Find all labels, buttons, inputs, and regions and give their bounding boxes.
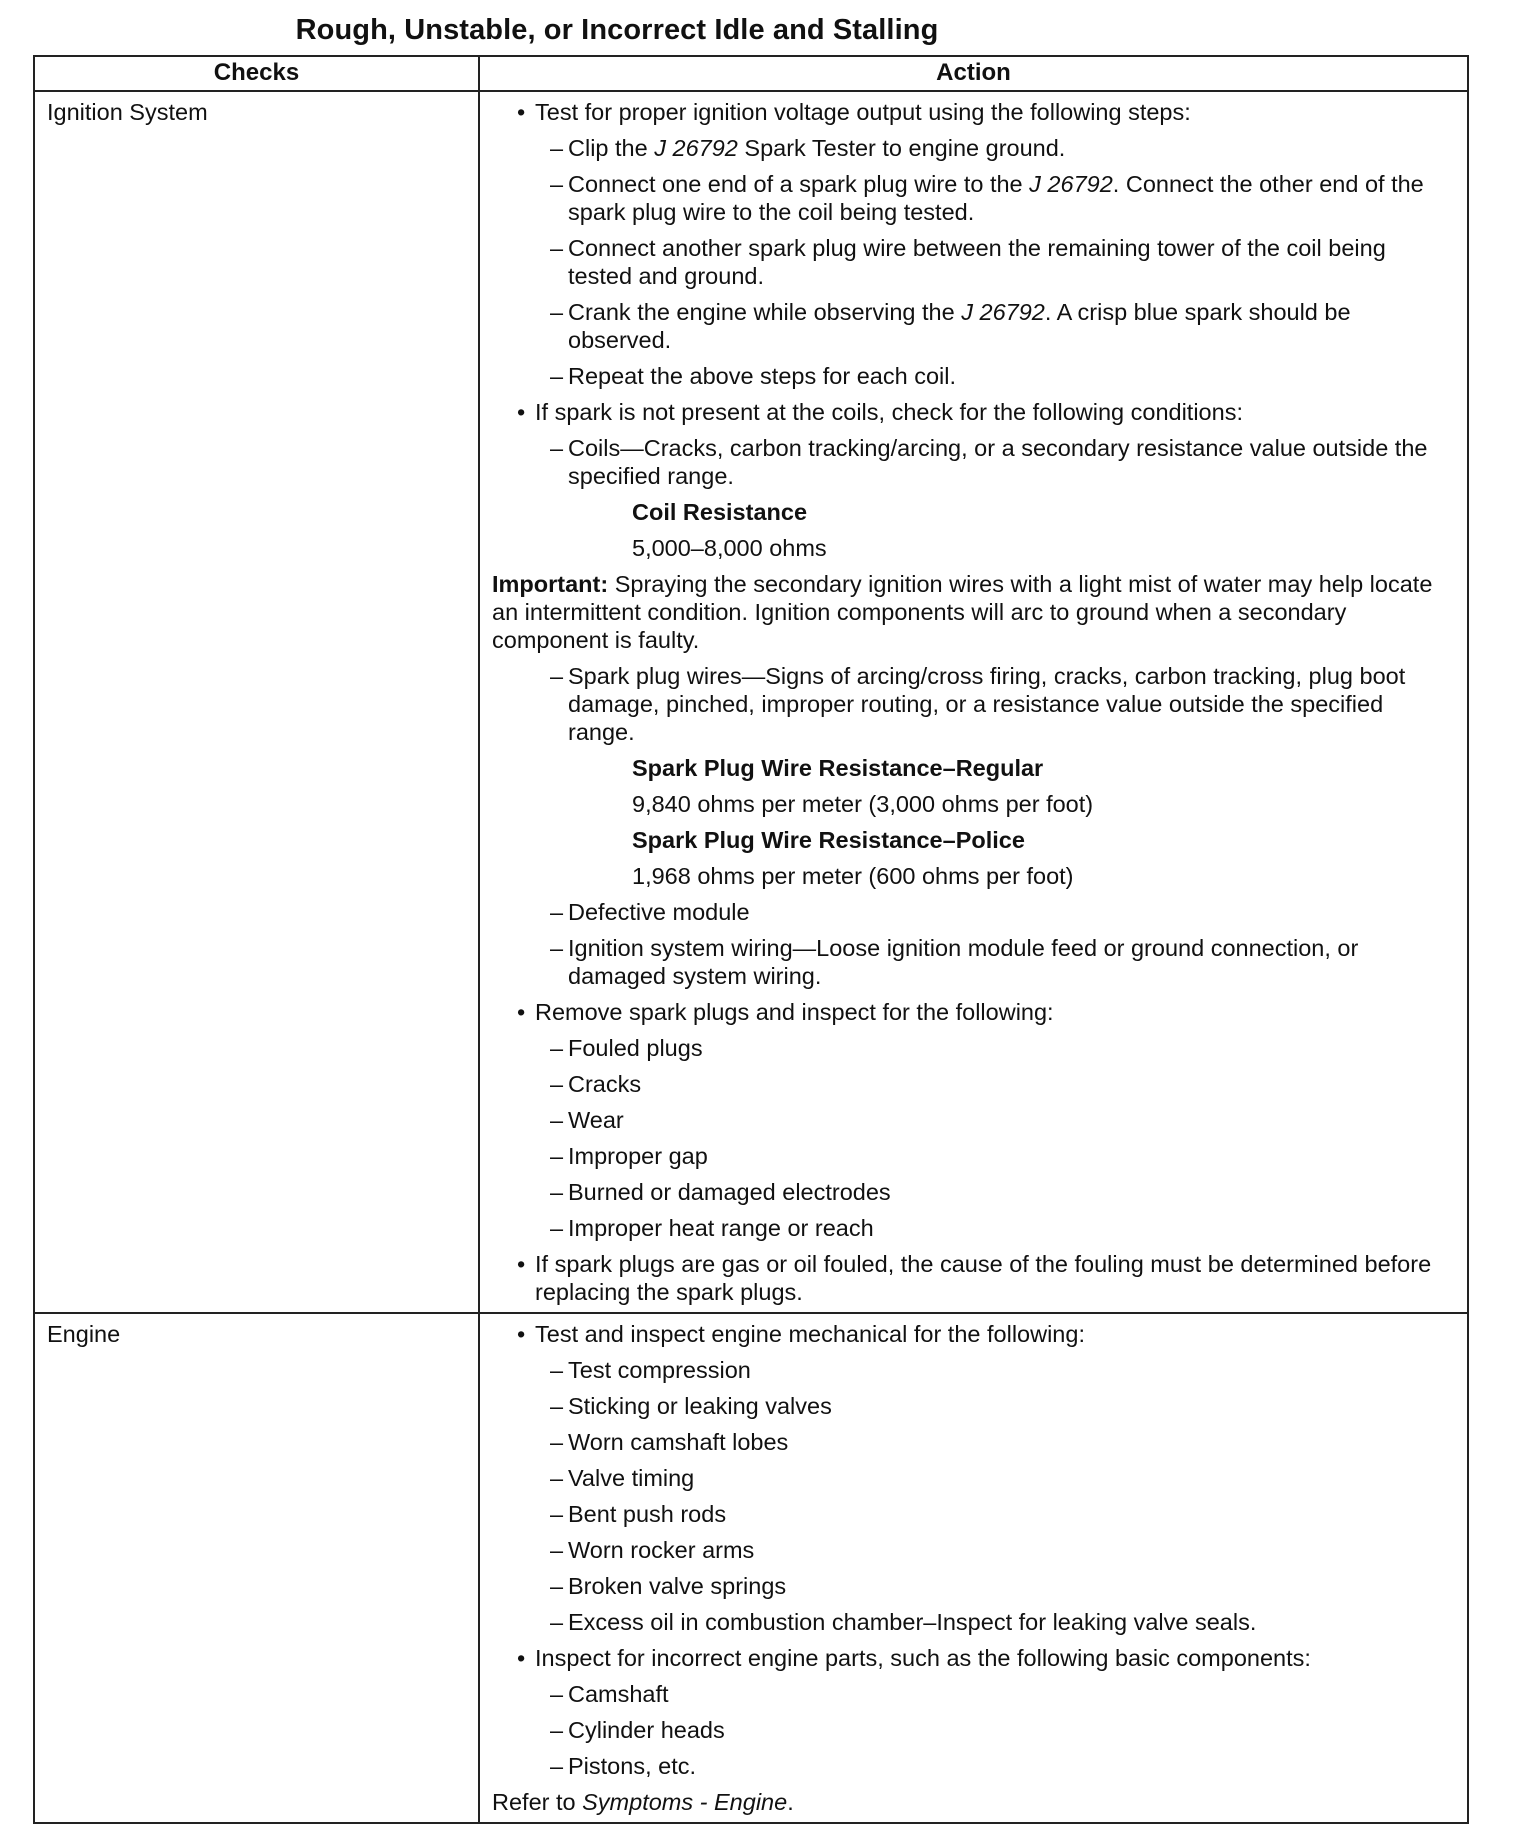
action-engine [479, 1313, 1468, 1823]
dash-item: – Ignition system wiring—Loose ignition module feed or ground connection, or damaged system wiring. [492, 934, 1449, 990]
table-row-engine [34, 1313, 1468, 1823]
table-row-ignition-system [34, 91, 1468, 1313]
dash-item: – Test compression [492, 1356, 1449, 1384]
dash-item: – Connect another spark plug wire between the remaining tower of the coil being tested and ground. [492, 234, 1449, 290]
dash-item: – Cracks [492, 1070, 1449, 1098]
text-span: Crank the engine while observing the [568, 299, 962, 325]
table-header-row [34, 56, 1468, 91]
dash-item: – Wear [492, 1106, 1449, 1134]
important-text: Spraying the secondary ignition wires with a light mist of water may help locate an intermittent condition. Ignition components will arc to ground when a secondary component is faulty. [492, 571, 1433, 653]
important-note [492, 570, 1449, 654]
dash-item: – Broken valve springs [492, 1572, 1449, 1600]
spec-label: Spark Plug Wire Resistance–Regular [632, 755, 1044, 781]
bullet-item: • Inspect for incorrect engine parts, such as the following basic components: [492, 1644, 1449, 1672]
dash-item: – Sticking or leaking valves [492, 1392, 1449, 1420]
action-ignition-system [479, 91, 1468, 1313]
text-span: Spark Tester to engine ground. [737, 135, 1066, 161]
tool-reference: J 26792 [654, 135, 738, 161]
dash-item: – Improper heat range or reach [492, 1214, 1449, 1242]
refer-note [492, 1788, 1449, 1816]
dash-item: – Coils—Cracks, carbon tracking/arcing, or a secondary resistance value outside the specified range. [492, 434, 1449, 490]
bullet-item: • If spark is not present at the coils, check for the following conditions: [492, 398, 1449, 426]
dash-item: – Improper gap [492, 1142, 1449, 1170]
check-ignition-system: Ignition System [34, 91, 479, 1313]
dash-item [492, 134, 1449, 162]
bullet-item: • Remove spark plugs and inspect for the following: [492, 998, 1449, 1026]
text-span: Connect one end of a spark plug wire to the [568, 171, 1030, 197]
dash-item: – Valve timing [492, 1464, 1449, 1492]
dash-item: – Defective module [492, 898, 1449, 926]
dash-item [492, 298, 1449, 354]
dash-item: – Fouled plugs [492, 1034, 1449, 1062]
bullet-item: • If spark plugs are gas or oil fouled, the cause of the fouling must be determined before replacing the spark plugs. [492, 1250, 1449, 1306]
dash-item: – Worn rocker arms [492, 1536, 1449, 1564]
text-span: . [787, 1789, 794, 1815]
action-column-header: Action [479, 56, 1468, 91]
troubleshooting-table [33, 55, 1469, 1824]
bullet-item: • Test and inspect engine mechanical for the following: [492, 1320, 1449, 1348]
check-engine: Engine [34, 1313, 479, 1823]
bullet-item: • Test for proper ignition voltage output using the following steps: [492, 98, 1449, 126]
dash-item: – Repeat the above steps for each coil. [492, 362, 1449, 390]
dash-item: – Worn camshaft lobes [492, 1428, 1449, 1456]
spec-value: 5,000–8,000 ohms [632, 535, 827, 561]
tool-reference: J 26792 [961, 299, 1045, 325]
spec-value: 9,840 ohms per meter (3,000 ohms per foot) [632, 791, 1094, 817]
spec-label: Spark Plug Wire Resistance–Police [632, 827, 1025, 853]
symptoms-engine-link[interactable]: Symptoms - Engine [582, 1789, 788, 1815]
checks-column-header: Checks [34, 56, 479, 91]
spec-value: 1,968 ohms per meter (600 ohms per foot) [632, 863, 1074, 889]
dash-item: – Burned or damaged electrodes [492, 1178, 1449, 1206]
dash-item [492, 170, 1449, 226]
tool-reference: J 26792 [1029, 171, 1113, 197]
text-span: . Connect the other end of the spark plug wire to the coil being tested. [568, 171, 1424, 225]
dash-item: – Spark plug wires—Signs of arcing/cross firing, cracks, carbon tracking, plug boot damage, pinched, improper routing, or a resistance value outside the specified range. [492, 662, 1449, 746]
spec-label: Coil Resistance [632, 499, 808, 525]
dash-item: – Excess oil in combustion chamber–Inspect for leaking valve seals. [492, 1608, 1449, 1636]
dash-item: – Pistons, etc. [492, 1752, 1449, 1780]
dash-item: – Cylinder heads [492, 1716, 1449, 1744]
document-title: Rough, Unstable, or Incorrect Idle and Stalling [295, 14, 939, 46]
dash-item: – Bent push rods [492, 1500, 1449, 1528]
text-span: . A crisp blue spark should be observed. [568, 299, 1351, 353]
important-label: Important: [492, 571, 609, 597]
text-span: Clip the [568, 135, 655, 161]
text-span: Refer to [492, 1789, 583, 1815]
dash-item: – Camshaft [492, 1680, 1449, 1708]
